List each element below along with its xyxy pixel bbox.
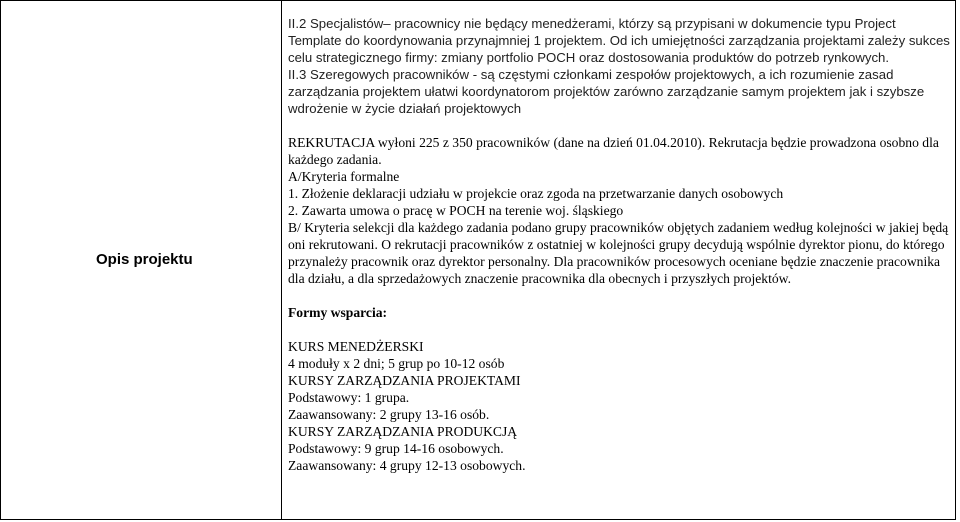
recruitment-paragraph: REKRUTACJA wyłoni 225 z 350 pracowników (dane na dzień 01.04.2010). Rekrutacja będzie prowadzona osobno dla każdego zadania. — [288, 135, 939, 167]
support-line: KURS MENEDŻERSKI — [288, 339, 424, 354]
criteria-formal-item-1: 1. Złożenie deklaracji udziału w projekcie oraz zgoda na przetwarzanie danych osobowych — [288, 186, 784, 201]
label-cell — [0, 1, 282, 519]
row-label: Opis projektu — [96, 251, 193, 268]
support-line: KURSY ZARZĄDZANIA PROJEKTAMI — [288, 373, 521, 388]
spacer — [288, 321, 952, 338]
content-body — [288, 15, 952, 474]
support-line: Zaawansowany: 4 grupy 12-13 osobowych. — [288, 458, 526, 473]
criteria-formal-item-2: 2. Zawarta umowa o pracę w POCH na terenie woj. śląskiego — [288, 203, 624, 218]
intro-paragraph-specialists: II.2 Specjalistów– pracownicy nie będący menedżerami, którzy są przypisani w dokumencie typu Project Template do koordynowania przynajmniej 1 projektem. Od ich umiejętności zarządzania projektami zależy sukces celu strategicznego firmy: zmiany portfolio POCH oraz dostosowania produktów do potrzeb rynkowych. — [288, 16, 950, 65]
support-line: Podstawowy: 9 grup 14-16 osobowych. — [288, 441, 504, 456]
criteria-selection-paragraph: B/ Kryteria selekcji dla każdego zadania podano grupy pracowników objętych zadaniem według kolejności w jakiej będą oni rekrutowani. O rekrutacji pracowników z ostatniej w kolejności grupy decydują wspólnie dyrektor pionu, do którego przynależy pracownik oraz dyrektor personalny. Dla pracowników procesowych oceniane będzie znaczenie pracownika dla działu, a dla sprzedażowych znaczenie pracownika dla obecnych i przyszłych projektów. — [288, 220, 949, 286]
support-line: 4 moduły x 2 dni; 5 grup po 10-12 osób — [288, 356, 505, 371]
criteria-formal-title: A/Kryteria formalne — [288, 169, 400, 184]
support-line: KURSY ZARZĄDZANIA PRODUKCJĄ — [288, 424, 518, 439]
spacer — [288, 117, 952, 134]
intro-paragraph-staff: II.3 Szeregowych pracowników - są częstymi członkami zespołów projektowych, a ich rozumienie zasad zarządzania projektem ułatwi koordynatorom projektów zarówno zarządzanie samym projektem jak i szybsze wdrożenie w życie działań projektowych — [288, 67, 925, 116]
spacer — [288, 287, 952, 304]
support-forms-title: Formy wsparcia: — [288, 305, 388, 320]
content-cell — [282, 1, 956, 519]
support-line: Zaawansowany: 2 grupy 13-16 osób. — [288, 407, 490, 422]
support-line: Podstawowy: 1 grupa. — [288, 390, 410, 405]
